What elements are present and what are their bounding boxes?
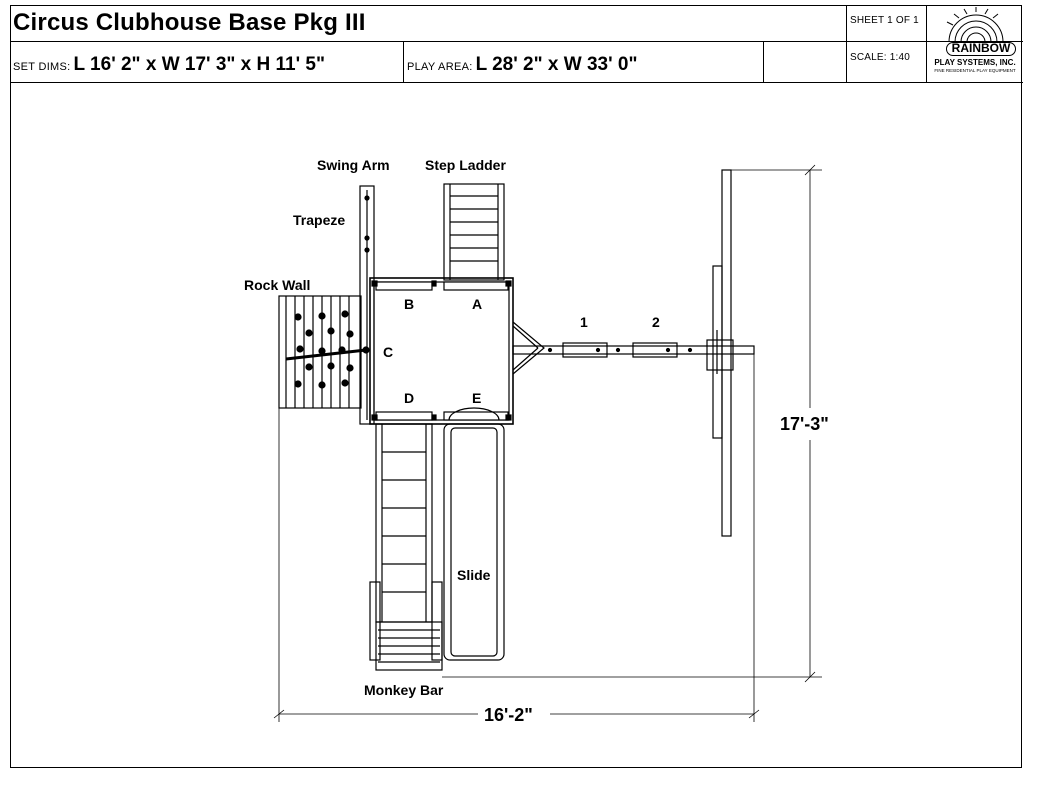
label-trapeze: Trapeze xyxy=(293,212,346,228)
step-ladder xyxy=(444,184,504,280)
play-area-value: L 28' 2" x W 33' 0" xyxy=(475,54,638,75)
label-c: C xyxy=(383,344,394,360)
sheet-number-text: SHEET 1 OF 1 xyxy=(850,15,919,26)
logo-wordmark: RAINBOW xyxy=(946,42,1016,56)
label-slide: Slide xyxy=(457,567,491,583)
rock-wall xyxy=(279,296,369,408)
label-position-1: 1 xyxy=(580,314,588,330)
swing-beam xyxy=(513,322,754,374)
label-d: D xyxy=(404,390,415,406)
label-e: E xyxy=(472,390,482,406)
page-title: Circus Clubhouse Base Pkg III xyxy=(13,9,366,36)
a-frame xyxy=(707,170,733,536)
label-b: B xyxy=(404,296,415,312)
label-rock-wall: Rock Wall xyxy=(244,277,311,293)
play-area-label: PLAY AREA: xyxy=(407,61,473,73)
monkey-bar xyxy=(370,424,442,670)
label-swing-arm: Swing Arm xyxy=(317,157,390,173)
label-position-2: 2 xyxy=(652,314,660,330)
dimension-height: 17'-3" xyxy=(780,414,829,434)
dimension-width: 16'-2" xyxy=(484,705,533,725)
logo-subtitle: PLAY SYSTEMS, INC. xyxy=(934,58,1016,67)
slide xyxy=(444,424,504,660)
scale-text: SCALE: 1:40 xyxy=(850,52,911,63)
logo-tagline: FINE RESIDENTIAL PLAY EQUIPMENT xyxy=(934,68,1016,73)
set-dims-value: L 16' 2" x W 17' 3" x H 11' 5" xyxy=(73,54,325,75)
dimension-lines xyxy=(274,165,822,722)
set-dims-label: SET DIMS: xyxy=(13,61,71,73)
swing-arm xyxy=(360,186,374,424)
label-monkey-bar: Monkey Bar xyxy=(364,682,444,698)
label-step-ladder: Step Ladder xyxy=(425,157,506,173)
label-a: A xyxy=(472,296,483,312)
